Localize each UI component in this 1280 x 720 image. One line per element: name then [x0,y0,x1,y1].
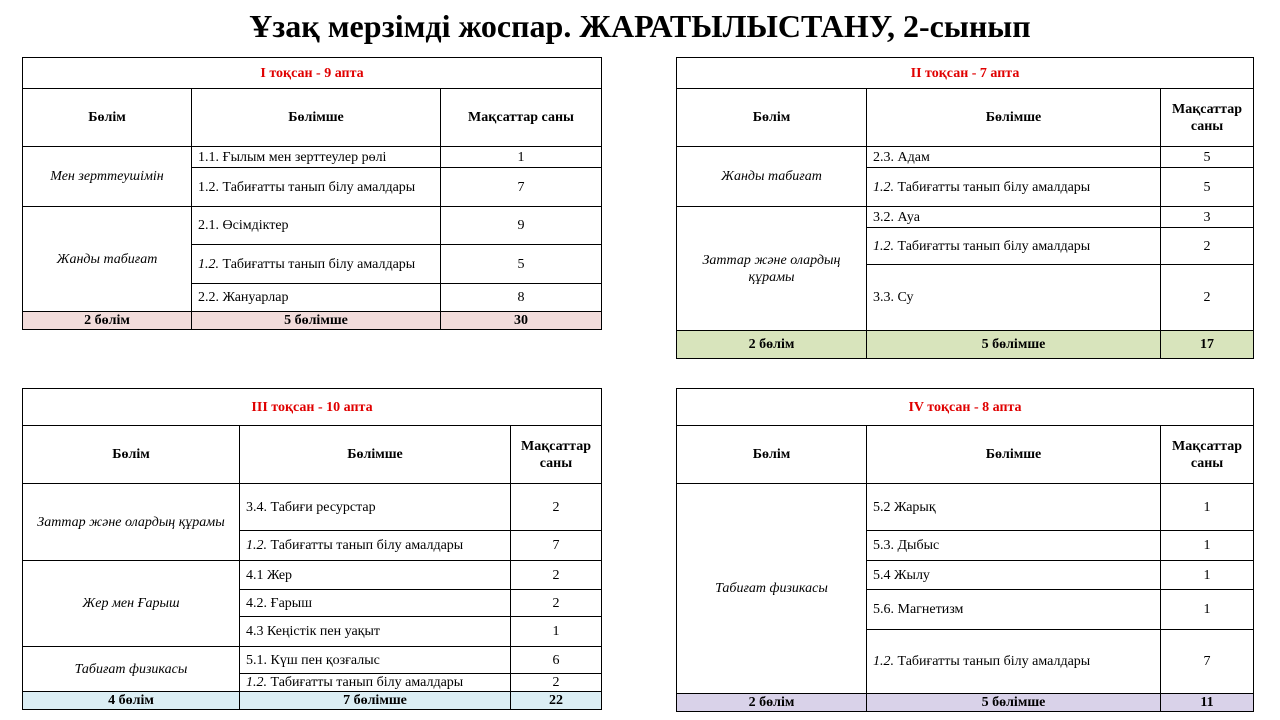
subsection-text: Күш пен қозғалыс [270,652,380,668]
section-name: Жанды табиғат [23,207,192,312]
subsection-num: 1.2. [873,179,894,195]
table-row [677,147,1254,168]
table-row [23,647,602,674]
quarter-title: ІІІ тоқсан - 10 апта [23,389,602,426]
subsection-num: 4.1 [246,567,264,583]
page-title: Ұзақ мерзімді жоспар. ЖАРАТЫЛЫСТАНУ, 2-сынып [249,8,1031,44]
subsection-text: Жылу [894,567,930,583]
header-subsection: Бөлімше [192,89,441,147]
quarter-title: І тоқсан - 9 апта [23,58,602,89]
goal-count: 1 [1161,590,1254,630]
section-name: Жер мен Ғарыш [23,561,240,647]
subsection-text: Адам [897,149,930,165]
subsection-cell [192,245,441,284]
subsection-num: 1.1. [198,149,219,165]
subsection-cell [240,590,511,617]
header-goals: Мақсаттар саны [1161,426,1254,484]
table-row [677,484,1254,531]
header-goals: Мақсаттар саны [441,89,602,147]
subsection-num: 1.2. [873,654,894,669]
total-goals: 11 [1161,694,1254,712]
subsection-text: Табиғатты танып білу амалдары [270,675,464,690]
goal-count: 7 [1161,630,1254,694]
subsection-num: 4.3 [246,624,264,639]
section-name: Заттар және олардың құрамы [23,484,240,561]
subsection-cell [867,484,1161,531]
subsection-text: Ауа [897,209,920,225]
subsection-cell [867,590,1161,630]
header-subsection: Бөлімше [240,426,511,484]
subsection-text: Табиғатты танып білу амалдары [222,256,416,272]
quarter-title: ІV тоқсан - 8 апта [677,389,1254,426]
subsection-cell [867,228,1161,265]
subsection-text: Ғылым мен зерттеулер рөлі [222,149,387,165]
goal-count: 9 [441,207,602,245]
goal-count: 5 [441,245,602,284]
total-goals: 30 [441,312,602,330]
header-subsection: Бөлімше [867,426,1161,484]
total-subsections: 5 бөлімше [867,694,1161,712]
goal-count: 6 [511,647,602,674]
total-sections: 4 бөлім [23,692,240,710]
subsection-num: 3.4. [246,499,267,515]
subsection-num: 2.1. [198,218,219,233]
header-goals: Мақсаттар саны [1161,89,1254,147]
quarter-1-table [22,57,602,330]
header-goals: Мақсаттар саны [511,426,602,484]
total-subsections: 5 бөлімше [867,331,1161,359]
goal-count: 2 [511,561,602,590]
table-row [23,484,602,531]
subsection-cell [192,207,441,245]
goal-count: 2 [511,674,602,692]
subsection-num: 1.2. [246,675,267,690]
goal-count: 1 [441,147,602,168]
subsection-cell [867,531,1161,561]
total-sections: 2 бөлім [677,694,867,712]
goal-count: 1 [511,617,602,647]
subsection-num: 5.2 [873,499,891,515]
subsection-text: Су [897,290,914,305]
header-section: Бөлім [677,89,867,147]
goal-count: 8 [441,284,602,312]
subsection-text: Жануарлар [222,290,289,305]
subsection-num: 1.2. [198,179,219,195]
section-name: Заттар және олардың құрамы [677,207,867,331]
subsection-text: Өсімдіктер [222,218,289,233]
goal-count: 2 [1161,228,1254,265]
subsection-text: Табиғатты танып білу амалдары [222,179,416,195]
subsection-cell [240,484,511,531]
subsection-text: Табиғатты танып білу амалдары [270,538,464,553]
subsection-cell [867,561,1161,590]
table-row [23,207,602,245]
quarter-4-table [676,388,1254,712]
subsection-text: Табиғатты танып білу амалдары [897,179,1091,195]
section-name: Табиғат физикасы [677,484,867,694]
subsection-num: 3.2. [873,209,894,225]
subsection-cell [867,168,1161,207]
header-section: Бөлім [23,426,240,484]
subsection-num: 5.1. [246,652,267,668]
goal-count: 1 [1161,531,1254,561]
goal-count: 2 [511,590,602,617]
subsection-cell [192,147,441,168]
total-row [23,692,602,710]
subsection-cell [867,207,1161,228]
subsection-cell [240,674,511,692]
total-goals: 17 [1161,331,1254,359]
section-name: Мен зерттеушімін [23,147,192,207]
quarter-title: ІІ тоқсан - 7 апта [677,58,1254,89]
goal-count: 5 [1161,147,1254,168]
goal-count: 1 [1161,561,1254,590]
section-name: Табиғат физикасы [23,647,240,692]
goal-count: 7 [511,531,602,561]
subsection-cell [240,647,511,674]
table-row [677,207,1254,228]
subsection-text: Дыбыс [897,538,940,553]
subsection-text: Табиғатты танып білу амалдары [897,238,1091,254]
subsection-cell [867,630,1161,694]
table-row [23,561,602,590]
goal-count: 1 [1161,484,1254,531]
goal-count: 2 [511,484,602,531]
subsection-num: 5.4 [873,567,891,583]
header-section: Бөлім [23,89,192,147]
subsection-cell [240,617,511,647]
quarter-2-table [676,57,1254,359]
total-sections: 2 бөлім [677,331,867,359]
subsection-text: Жер [267,567,293,583]
total-subsections: 7 бөлімше [240,692,511,710]
total-sections: 2 бөлім [23,312,192,330]
subsection-num: 5.3. [873,538,894,553]
subsection-num: 1.2. [198,256,219,272]
subsection-text: Жарық [894,499,936,515]
header-subsection: Бөлімше [867,89,1161,147]
header-section: Бөлім [677,426,867,484]
total-row [677,694,1254,712]
subsection-cell [867,265,1161,331]
quarter-3-table [22,388,602,710]
subsection-text: Табиғи ресурстар [270,499,376,515]
subsection-cell [867,147,1161,168]
total-goals: 22 [511,692,602,710]
section-name: Жанды табиғат [677,147,867,207]
subsection-text: Кеңістік пен уақыт [267,624,380,639]
subsection-num: 1.2. [246,538,267,553]
subsection-num: 2.3. [873,149,894,165]
subsection-num: 5.6. [873,602,894,617]
subsection-num: 4.2. [246,595,267,611]
subsection-cell [192,168,441,207]
subsection-text: Магнетизм [897,602,964,617]
subsection-cell [240,561,511,590]
total-row [23,312,602,330]
total-subsections: 5 бөлімше [192,312,441,330]
subsection-num: 1.2. [873,238,894,254]
subsection-text: Табиғатты танып білу амалдары [897,654,1091,669]
goal-count: 2 [1161,265,1254,331]
goal-count: 3 [1161,207,1254,228]
subsection-text: Ғарыш [270,595,312,611]
table-row [23,147,602,168]
subsection-cell [240,531,511,561]
goal-count: 5 [1161,168,1254,207]
subsection-num: 2.2. [198,290,219,305]
subsection-cell [192,284,441,312]
subsection-num: 3.3. [873,290,894,305]
goal-count: 7 [441,168,602,207]
total-row [677,331,1254,359]
